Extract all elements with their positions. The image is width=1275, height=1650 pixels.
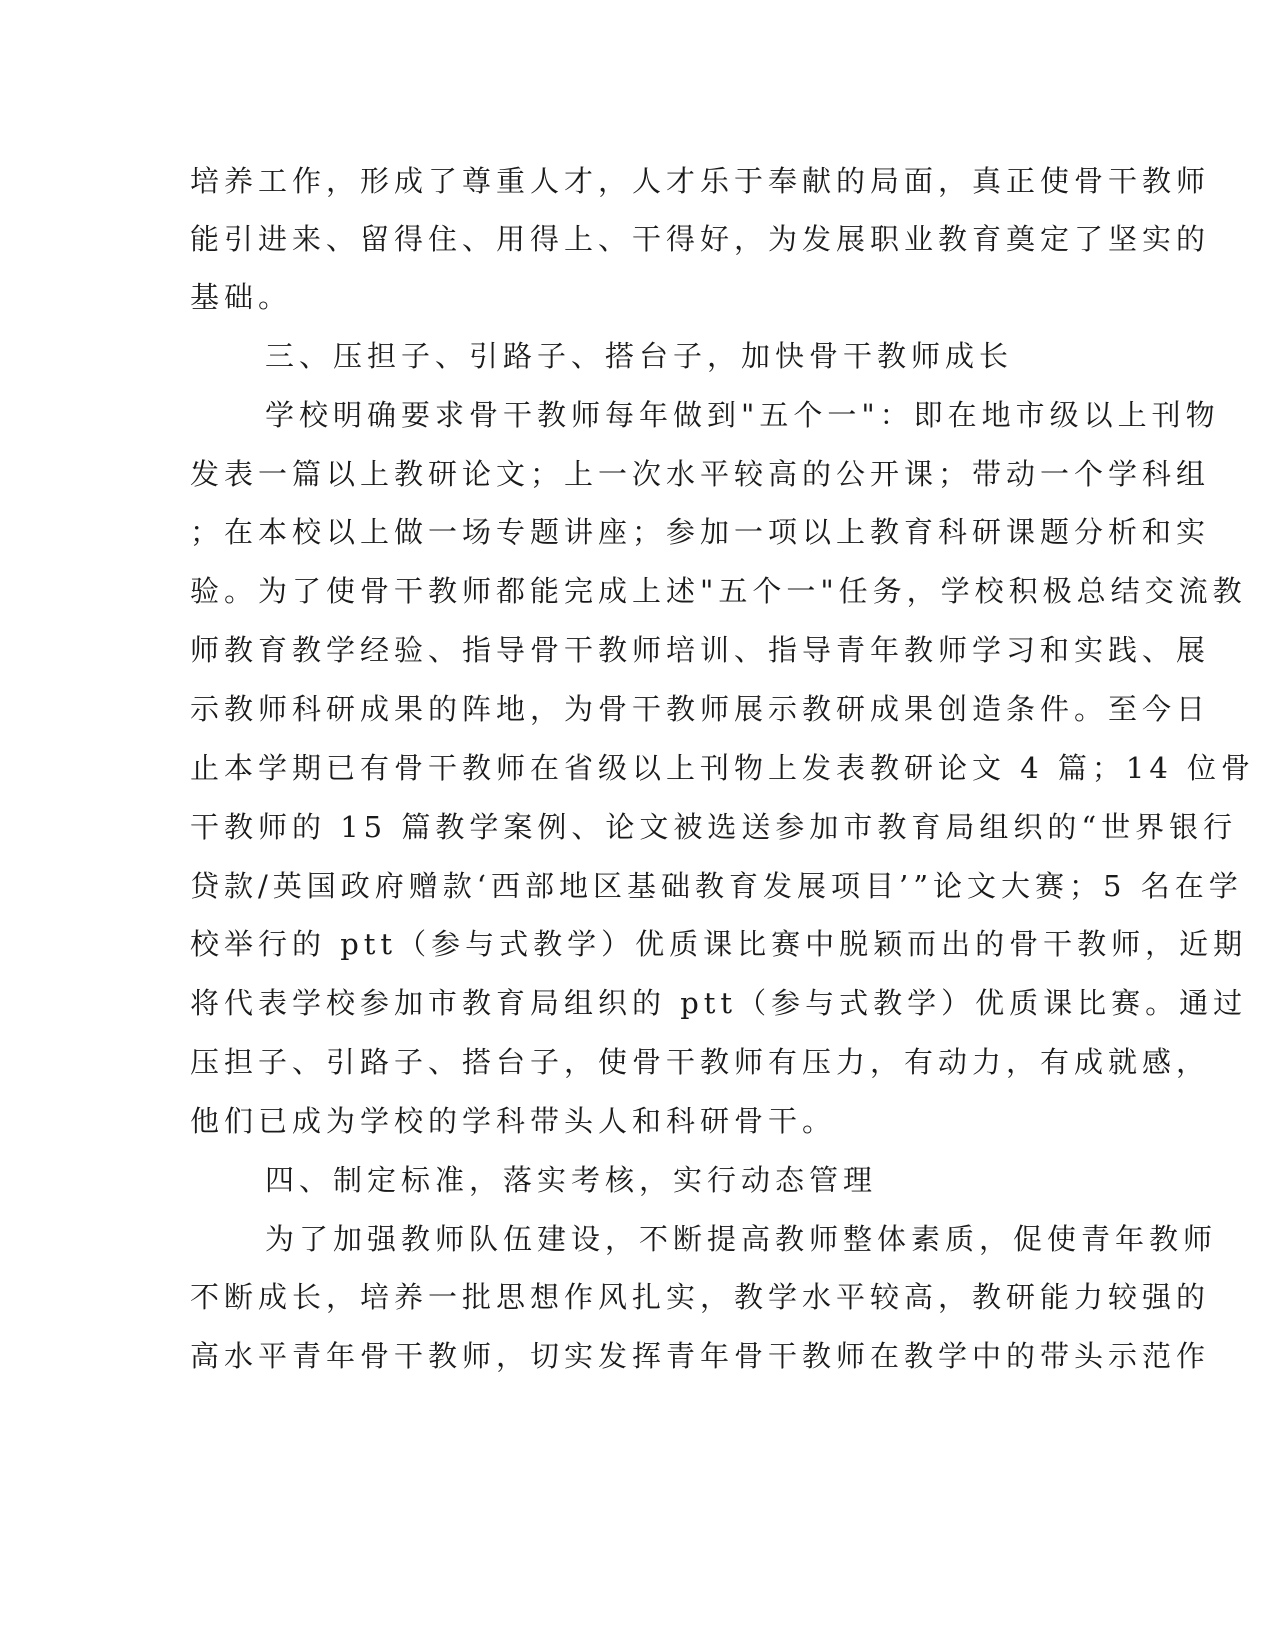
paragraph-line: 验。为了使骨干教师都能完成上述"五个一"任务，学校积极总结交流教: [190, 574, 1247, 608]
paragraph-line: 不断成长，培养一批思想作风扎实，教学水平较高，教研能力较强的: [190, 1280, 1211, 1314]
paragraph-line: 将代表学校参加市教育局组织的 ptt（参与式教学）优质课比赛。通过: [190, 986, 1248, 1020]
paragraph-line: 校举行的 ptt（参与式教学）优质课比赛中脱颖而出的骨干教师，近期: [190, 927, 1248, 961]
paragraph-line: 压担子、引路子、搭台子，使骨干教师有压力，有动力，有成就感，: [190, 1045, 1211, 1079]
section-heading: 四、制定标准，落实考核，实行动态管理: [265, 1163, 878, 1197]
paragraph-line: 能引进来、留得住、用得上、干得好，为发展职业教育奠定了坚实的: [190, 222, 1211, 256]
paragraph-line: 止本学期已有骨干教师在省级以上刊物上发表教研论文 4 篇；14 位骨: [190, 751, 1256, 785]
paragraph-line: 他们已成为学校的学科带头人和科研骨干。: [190, 1104, 837, 1138]
paragraph-line: ；在本校以上做一场专题讲座；参加一项以上教育科研课题分析和实: [190, 515, 1211, 549]
paragraph-line: 师教育教学经验、指导骨干教师培训、指导青年教师学习和实践、展: [190, 633, 1211, 667]
paragraph-line: 为了加强教师队伍建设，不断提高教师整体素质，促使青年教师: [265, 1222, 1218, 1256]
paragraph-line: 贷款/英国政府赠款‘西部地区基础教育发展项目’”论文大赛；5 名在学: [190, 869, 1243, 903]
paragraph-line: 发表一篇以上教研论文；上一次水平较高的公开课；带动一个学科组: [190, 457, 1211, 491]
paragraph-line: 高水平青年骨干教师，切实发挥青年骨干教师在教学中的带头示范作: [190, 1339, 1211, 1373]
paragraph-line: 基础。: [190, 280, 293, 314]
paragraph-line: 学校明确要求骨干教师每年做到"五个一"：即在地市级以上刊物: [265, 398, 1220, 432]
section-heading: 三、压担子、引路子、搭台子，加快骨干教师成长: [265, 339, 1014, 373]
paragraph-line: 培养工作，形成了尊重人才，人才乐于奉献的局面，真正使骨干教师: [190, 164, 1211, 198]
paragraph-line: 干教师的 15 篇教学案例、论文被选送参加市教育局组织的“世界银行: [190, 810, 1238, 844]
paragraph-line: 示教师科研成果的阵地，为骨干教师展示教研成果创造条件。至今日: [190, 692, 1211, 726]
